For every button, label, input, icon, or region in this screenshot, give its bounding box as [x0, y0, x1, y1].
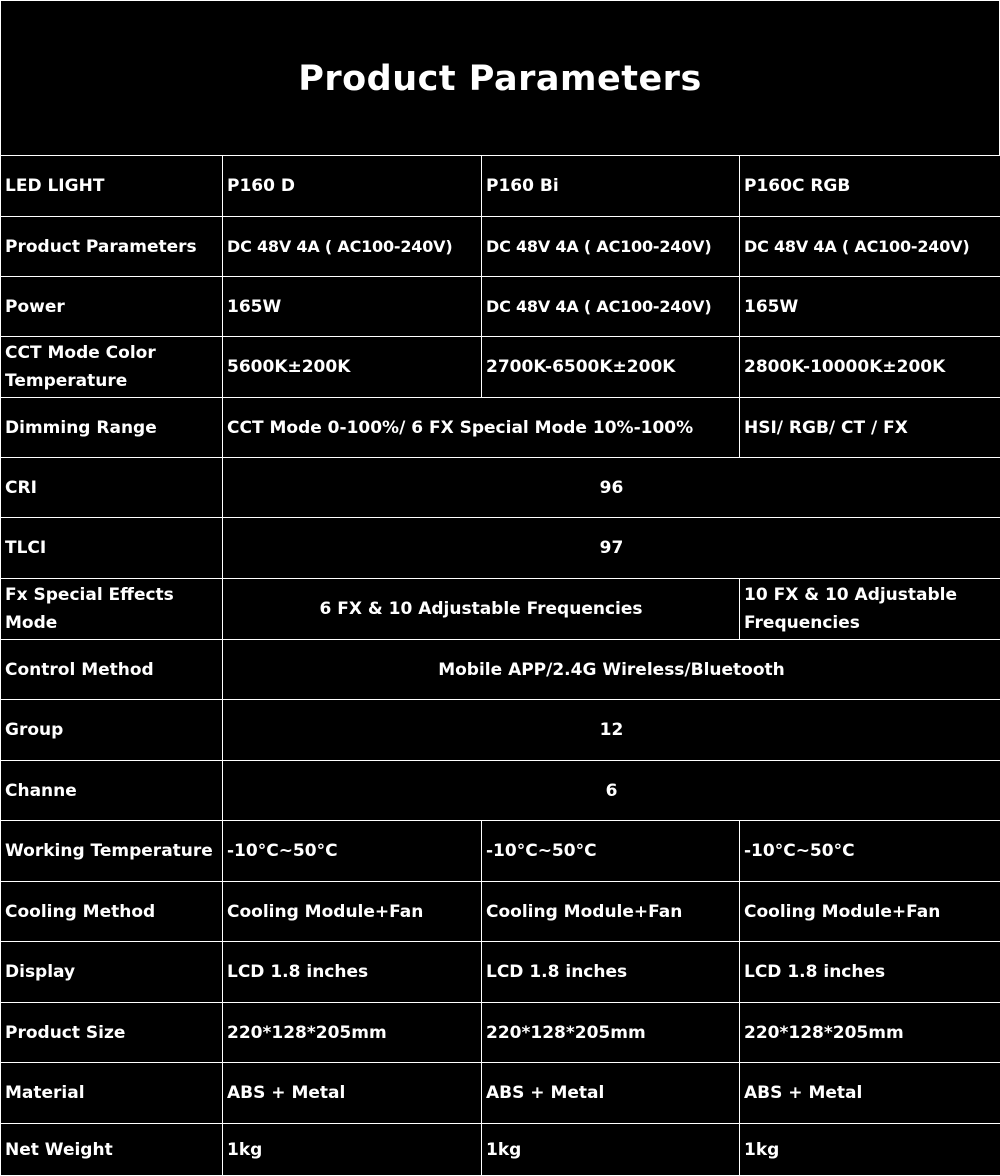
cell-dimming-p160d-bi: CCT Mode 0-100%/ 6 FX Special Mode 10%-100%: [223, 398, 740, 458]
row-label-channe: Channe: [1, 761, 223, 821]
cell-cooling-p160d: Cooling Module+Fan: [223, 882, 482, 942]
row-label-led-light: LED LIGHT: [1, 156, 223, 217]
cell-fx-p160d-bi: 6 FX & 10 Adjustable Frequencies: [223, 579, 740, 640]
row-label-display: Display: [1, 942, 223, 1003]
row-label-material: Material: [1, 1063, 223, 1124]
table-row-group: [1, 700, 1000, 761]
cell-cooling-p160c: Cooling Module+Fan: [740, 882, 1000, 942]
row-label-fx: Fx Special Effects Mode: [1, 579, 223, 640]
cell-size-p160d: 220*128*205mm: [223, 1003, 482, 1063]
cell-material-p160c: ABS + Metal: [740, 1063, 1000, 1124]
table-row-product-parameters: [1, 217, 1000, 277]
cell-dimming-p160c: HSI/ RGB/ CT / FX: [740, 398, 1000, 458]
cell-working-temp-p160bi: -10°C~50°C: [482, 821, 740, 882]
cell-cct-p160c: 2800K-10000K±200K: [740, 337, 1000, 398]
table-row-fx: [1, 579, 1000, 640]
cell-cri-all: 96: [223, 458, 1000, 518]
table-row-size: [1, 1003, 1000, 1063]
table-row-control: [1, 640, 1000, 700]
page-title: Product Parameters: [298, 58, 702, 99]
table-row-cri: [1, 458, 1000, 518]
cell-working-temp-p160d: -10°C~50°C: [223, 821, 482, 882]
row-label-control: Control Method: [1, 640, 223, 700]
cell-material-p160d: ABS + Metal: [223, 1063, 482, 1124]
cell-product-parameters-p160bi: DC 48V 4A ( AC100-240V): [482, 217, 740, 277]
cell-size-p160c: 220*128*205mm: [740, 1003, 1000, 1063]
title-banner: [0, 0, 1000, 156]
cell-size-p160bi: 220*128*205mm: [482, 1003, 740, 1063]
table-row-cct: [1, 337, 1000, 398]
row-label-working-temp: Working Temperature: [1, 821, 223, 882]
row-label-tlci: TLCI: [1, 518, 223, 579]
row-label-cct: CCT Mode Color Temperature: [1, 337, 223, 398]
cell-cooling-p160bi: Cooling Module+Fan: [482, 882, 740, 942]
table-row-display: [1, 942, 1000, 1003]
row-label-power: Power: [1, 277, 223, 337]
table-row-channe: [1, 761, 1000, 821]
table-row-led-light: [1, 156, 1000, 217]
cell-display-p160bi: LCD 1.8 inches: [482, 942, 740, 1003]
table-row-tlci: [1, 518, 1000, 579]
cell-display-p160d: LCD 1.8 inches: [223, 942, 482, 1003]
row-label-weight: Net Weight: [1, 1124, 223, 1176]
cell-working-temp-p160c: -10°C~50°C: [740, 821, 1000, 882]
row-label-group: Group: [1, 700, 223, 761]
table-row-power: [1, 277, 1000, 337]
cell-material-p160bi: ABS + Metal: [482, 1063, 740, 1124]
cell-control-all: Mobile APP/2.4G Wireless/Bluetooth: [223, 640, 1000, 700]
table-row-cooling: [1, 882, 1000, 942]
cell-power-p160bi: DC 48V 4A ( AC100-240V): [482, 277, 740, 337]
table-row-material: [1, 1063, 1000, 1124]
cell-fx-p160c: 10 FX & 10 Adjustable Frequencies: [740, 579, 1000, 640]
cell-group-all: 12: [223, 700, 1000, 761]
cell-product-parameters-p160d: DC 48V 4A ( AC100-240V): [223, 217, 482, 277]
cell-weight-p160bi: 1kg: [482, 1124, 740, 1176]
row-label-dimming: Dimming Range: [1, 398, 223, 458]
header-p160bi: P160 Bi: [482, 156, 740, 217]
cell-power-p160c: 165W: [740, 277, 1000, 337]
cell-cct-p160bi: 2700K-6500K±200K: [482, 337, 740, 398]
row-label-size: Product Size: [1, 1003, 223, 1063]
table-row-weight: [1, 1124, 1000, 1176]
header-p160d: P160 D: [223, 156, 482, 217]
row-label-product-parameters: Product Parameters: [1, 217, 223, 277]
row-label-cri: CRI: [1, 458, 223, 518]
cell-tlci-all: 97: [223, 518, 1000, 579]
header-p160c-rgb: P160C RGB: [740, 156, 1000, 217]
cell-cct-p160d: 5600K±200K: [223, 337, 482, 398]
cell-product-parameters-p160c: DC 48V 4A ( AC100-240V): [740, 217, 1000, 277]
table-row-dimming: [1, 398, 1000, 458]
row-label-cooling: Cooling Method: [1, 882, 223, 942]
cell-display-p160c: LCD 1.8 inches: [740, 942, 1000, 1003]
table-row-working-temp: [1, 821, 1000, 882]
cell-weight-p160d: 1kg: [223, 1124, 482, 1176]
cell-weight-p160c: 1kg: [740, 1124, 1000, 1176]
cell-channe-all: 6: [223, 761, 1000, 821]
cell-power-p160d: 165W: [223, 277, 482, 337]
parameters-table: [0, 155, 1000, 1176]
